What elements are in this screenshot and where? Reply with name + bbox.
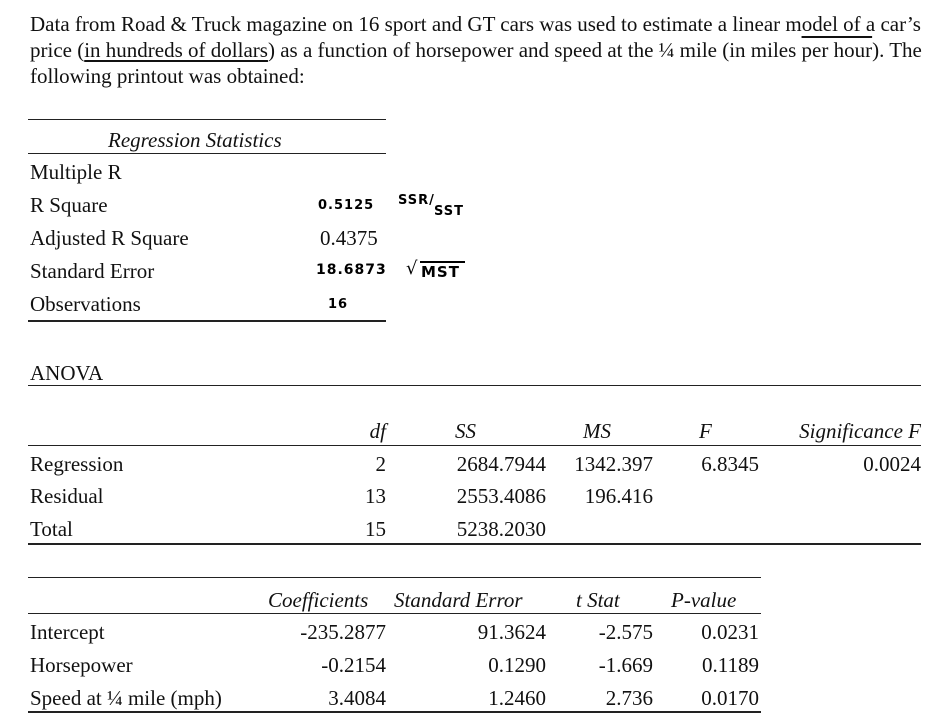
- regstats-label-observations: Observations: [30, 292, 141, 316]
- regstats-bottom-rule: [28, 320, 386, 322]
- anova-title: ANOVA: [30, 361, 104, 385]
- regstats-value-adj-r-square: 0.4375: [320, 226, 378, 250]
- coef-row-p-value: 0.1189: [702, 653, 759, 677]
- anova-header-f: F: [699, 419, 712, 443]
- regstats-value-std-error: 18.6873: [316, 262, 387, 278]
- coef-row-label: Speed at ¼ mile (mph): [30, 686, 222, 710]
- coef-header-t-stat: t Stat: [576, 588, 620, 612]
- coef-header-rule: [28, 613, 761, 614]
- regstats-value-r-square: 0.5125: [318, 198, 375, 213]
- anova-top-rule: [28, 385, 921, 386]
- coef-row-coefficient: 3.4084: [328, 686, 386, 710]
- intro-text-2: ) as a function of horsepower and speed at the ¼ mile (in miles: [267, 38, 802, 62]
- coef-row-standard-error: 0.1290: [488, 653, 546, 677]
- anova-row-ss: 5238.2030: [456, 517, 546, 541]
- coef-header-p-value: P-value: [671, 588, 737, 612]
- anova-header-rule: [28, 445, 921, 446]
- coef-bottom-rule: [28, 711, 761, 713]
- coef-row-p-value: 0.0231: [701, 620, 759, 644]
- regstats-value-observations: 16: [328, 297, 349, 312]
- coef-row-standard-error: 1.2460: [488, 686, 546, 710]
- intro-text-1: Data from Road & Truck magazine on 16 sport and GT cars was used to estimate a linear model of a car’s price (: [30, 12, 921, 62]
- annotation-radical-sign: √: [406, 258, 419, 279]
- anova-header-ss: SS: [455, 419, 476, 443]
- regstats-header-rule: [28, 153, 386, 154]
- regstats-label-r-square: R Square: [30, 193, 108, 217]
- intro-paragraph: [30, 11, 930, 89]
- annotation-mst: MST: [421, 263, 460, 281]
- anova-header-ms: MS: [583, 419, 611, 443]
- regstats-title: Regression Statistics: [108, 128, 282, 152]
- coef-row-p-value: 0.0170: [701, 686, 759, 710]
- intro-text-3: ). The following printout was obtained:: [30, 38, 922, 88]
- coef-row-coefficient: -235.2877: [300, 620, 386, 644]
- coef-header-coefficients: Coefficients: [268, 588, 369, 612]
- anova-row-label: Total: [30, 517, 73, 541]
- coef-row-t-stat: -2.575: [598, 620, 653, 644]
- regstats-label-multiple-r: Multiple R: [30, 160, 122, 184]
- anova-row-df: 15: [365, 517, 386, 541]
- anova-row-label: Regression: [30, 452, 124, 476]
- annotation-sst: SST: [434, 204, 465, 219]
- anova-row-ss: 2684.7944: [456, 452, 546, 476]
- anova-header-significance-f: Significance F: [799, 419, 921, 443]
- anova-row-ms: 196.416: [584, 484, 653, 508]
- intro-underlined-units: in hundreds of dollars: [84, 38, 268, 62]
- coef-header-standard-error: Standard Error: [394, 588, 523, 612]
- coef-top-rule: [28, 577, 761, 578]
- anova-row-label: Residual: [30, 484, 104, 508]
- anova-header-df: df: [369, 419, 386, 443]
- regstats-top-rule: [28, 119, 386, 120]
- coef-row-coefficient: -0.2154: [321, 653, 386, 677]
- anova-row-ms: 1342.397: [574, 452, 653, 476]
- intro-overlined-phrase: per hour: [801, 38, 873, 62]
- coef-row-t-stat: -1.669: [598, 653, 653, 677]
- regstats-label-std-error: Standard Error: [30, 259, 155, 283]
- coef-row-label: Horsepower: [30, 653, 133, 677]
- coef-row-label: Intercept: [30, 620, 105, 644]
- anova-bottom-rule: [28, 543, 921, 545]
- annotation-ssr: SSR/: [398, 193, 435, 208]
- anova-row-sig: 0.0024: [863, 452, 921, 476]
- anova-row-ss: 2553.4086: [456, 484, 546, 508]
- coef-row-standard-error: 91.3624: [477, 620, 546, 644]
- coef-row-t-stat: 2.736: [605, 686, 653, 710]
- regstats-label-adj-r-square: Adjusted R Square: [30, 226, 189, 250]
- anova-row-f: 6.8345: [701, 452, 759, 476]
- anova-row-df: 13: [365, 484, 386, 508]
- anova-row-df: 2: [375, 452, 386, 476]
